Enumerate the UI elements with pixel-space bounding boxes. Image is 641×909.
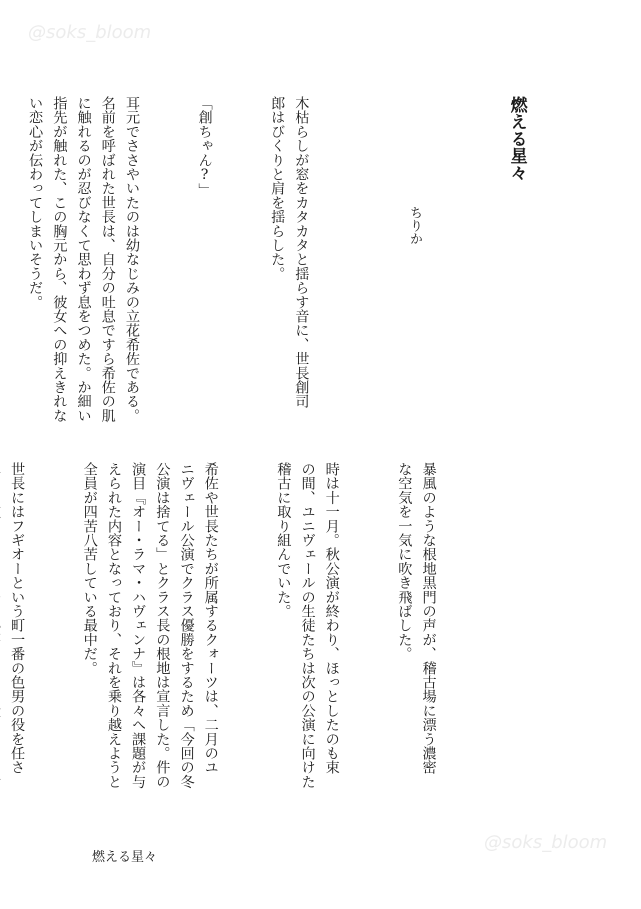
paragraph: 暴風のような根地黒門の声が、稽古場に漂う濃密 な空気を一気に吹き飛ばした。 bbox=[396, 462, 437, 775]
paragraph: 耳元でささやいたのは幼なじみの立花希佐である。 名前を呼ばれた世長は、自分の吐息ですら希佐の肌 に触れるのが忍びなくて思わず息をつめた。か細い 指先が触れた、この胸元から、彼女への抑えきれな い恋心が伝わってしまいそうだ。 bbox=[27, 96, 140, 423]
watermark-bottom: @soks_bloom bbox=[484, 832, 608, 853]
paragraph: 「創ちゃん?」 bbox=[196, 96, 213, 198]
watermark-top: @soks_bloom bbox=[28, 22, 152, 43]
paragraph: 希佐や世長たちが所属するクォーツは、二月のユ ニヴェール公演でクラス優勝をするため「今回の冬 公演は捨てる」とクラス長の根地は宣言した。件の 演目『オー・ラマ・ハヴェンナ』は各々へ課題が与 えられた内容となっており、それを乗り越えようと 全員が四苦八苦している最中だ。 bbox=[81, 462, 219, 789]
story-title: 燃える星々 bbox=[506, 96, 527, 181]
paragraph: 時は十一月。秋公演が終わり、ほっとしたのも束 の間、ユニヴェールの生徒たちは次の公演に向けた 稽古に取り組んでいた。 bbox=[275, 462, 340, 789]
paragraph: 木枯らしが窓をカタカタと揺らす音に、世長創司 郎はびくりと肩を揺らした。 bbox=[269, 96, 310, 409]
story-author: ちりか bbox=[406, 206, 422, 245]
running-title: 燃える星々 bbox=[92, 850, 158, 865]
lower-text-block bbox=[0, 462, 489, 862]
paragraph: 世長にはフギオーという町一番の色男の役を任さ bbox=[9, 462, 26, 775]
